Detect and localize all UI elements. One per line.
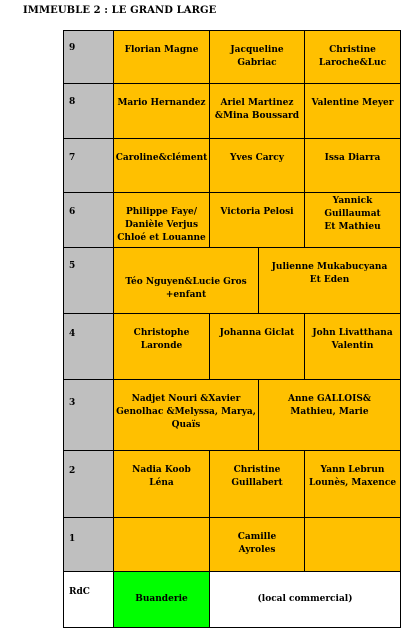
apartment-1-1 xyxy=(113,517,210,572)
floor-number-9: 9 xyxy=(69,43,76,53)
floor-column-7 xyxy=(63,138,114,193)
apartment-3-2: Anne GALLOIS& Mathieu, Marie xyxy=(258,379,401,451)
apartment-9-3: Christine Laroche&Luc xyxy=(304,30,401,84)
floor-number-5: 5 xyxy=(69,261,76,271)
floor-column-4 xyxy=(63,313,114,380)
apartment-6-1: Philippe Faye/ Danièle Verjus Chloé et Louanne xyxy=(113,192,210,248)
apartment-8-3: Valentine Meyer xyxy=(304,83,401,139)
floor-number-2: 2 xyxy=(69,466,76,476)
floor-column-1 xyxy=(63,517,114,572)
floor-column-8 xyxy=(63,83,114,139)
floor-number-6: 6 xyxy=(69,207,76,217)
apartment-5-2: Julienne Mukabucyana Et Eden xyxy=(258,247,401,314)
floor-column-2 xyxy=(63,450,114,518)
floor-number-7: 7 xyxy=(69,153,76,163)
apartment-4-3: John Livatthana Valentin xyxy=(304,313,401,380)
apartment-2-2: Christine Guillabert xyxy=(209,450,305,518)
floor-number-8: 8 xyxy=(69,97,76,107)
floor-number-4: 4 xyxy=(69,329,76,339)
floor-column-3 xyxy=(63,379,114,451)
apartment-1-2: Camille Ayroles xyxy=(209,517,305,572)
apartment-8-2: Ariel Martinez &Mina Boussard xyxy=(209,83,305,139)
floor-column-rdc xyxy=(63,571,114,628)
commercial-premises: (local commercial) xyxy=(209,571,401,628)
laundry-room: Buanderie xyxy=(113,571,210,628)
floor-number-rdc: RdC xyxy=(69,587,90,597)
page-title: IMMEUBLE 2 : LE GRAND LARGE xyxy=(23,5,217,16)
apartment-1-3 xyxy=(304,517,401,572)
apartment-3-1: Nadjet Nouri &Xavier Genolhac &Melyssa, Marya, Quaïs xyxy=(113,379,259,451)
floor-column-5 xyxy=(63,247,114,314)
apartment-6-3: Yannick Guillaumat Et Mathieu xyxy=(304,192,401,248)
apartment-2-3: Yann Lebrun Lounès, Maxence xyxy=(304,450,401,518)
floor-number-1: 1 xyxy=(69,534,76,544)
apartment-7-2: Yves Carcy xyxy=(209,138,305,193)
apartment-7-3: Issa Diarra xyxy=(304,138,401,193)
apartment-4-2: Johanna Giclat xyxy=(209,313,305,380)
building-floor-plan xyxy=(63,30,401,628)
apartment-7-1: Caroline&clément xyxy=(113,138,210,193)
apartment-9-2: Jacqueline Gabriac xyxy=(209,30,305,84)
floor-number-3: 3 xyxy=(69,398,76,408)
apartment-6-2: Victoria Pelosi xyxy=(209,192,305,248)
apartment-8-1: Mario Hernandez xyxy=(113,83,210,139)
apartment-2-1: Nadia Koob Léna xyxy=(113,450,210,518)
apartment-5-1: Téo Nguyen&Lucie Gros +enfant xyxy=(113,247,259,314)
floor-column-6 xyxy=(63,192,114,248)
apartment-4-1: Christophe Laronde xyxy=(113,313,210,380)
apartment-9-1: Florian Magne xyxy=(113,30,210,84)
floor-column-9 xyxy=(63,30,114,84)
